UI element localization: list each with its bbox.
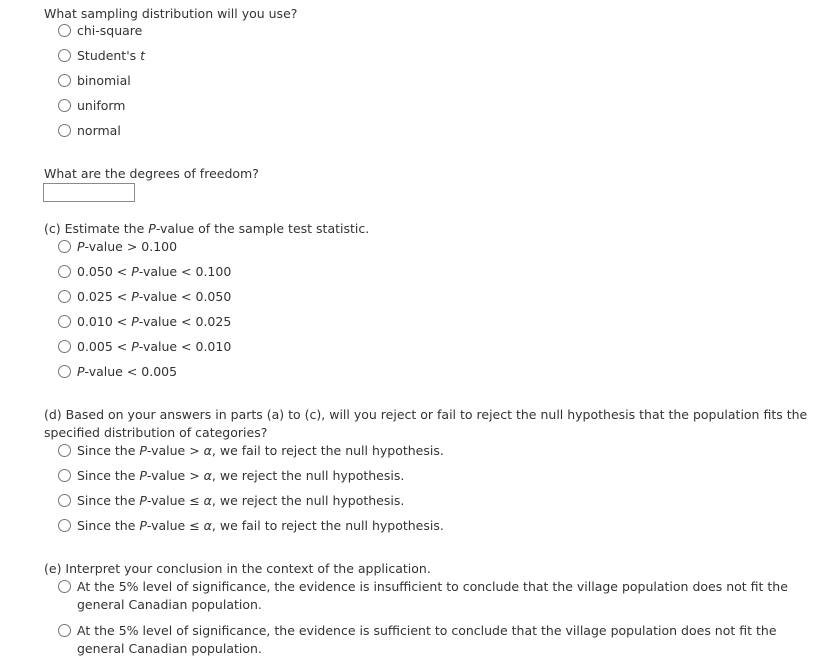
p-symbol: P xyxy=(131,339,139,354)
radio-button[interactable] xyxy=(58,469,71,482)
prompt-text: -value of the sample test statistic. xyxy=(155,221,370,236)
decision-question: (d) Based on your answers in parts (a) to (c), will you reject or fail to reject the null hypothesis that the population fits the specified distribution of categories? xyxy=(44,407,808,440)
radio-button[interactable] xyxy=(58,290,71,303)
p-symbol: P xyxy=(131,264,139,279)
option-label xyxy=(77,492,404,510)
alpha-symbol: α xyxy=(203,468,212,483)
option-text: -value > xyxy=(146,443,204,458)
p-symbol: P xyxy=(139,493,147,508)
option-label: uniform xyxy=(77,98,126,113)
p-symbol: P xyxy=(131,314,139,329)
p-value-question xyxy=(44,220,834,238)
radio-button[interactable] xyxy=(58,494,71,507)
option-text: -value < 0.050 xyxy=(138,289,232,304)
radio-button[interactable] xyxy=(58,265,71,278)
p-value-option[interactable] xyxy=(58,363,177,381)
option-label xyxy=(77,238,177,256)
decision-option[interactable] xyxy=(58,517,444,535)
option-label: At the 5% level of significance, the evidence is sufficient to conclude that the village population does not fit the general Canadian population. xyxy=(77,623,777,656)
alpha-symbol: α xyxy=(203,443,212,458)
prompt-text: (c) Estimate the xyxy=(44,221,149,236)
alpha-symbol: α xyxy=(203,493,212,508)
option-text: , we reject the null hypothesis. xyxy=(211,493,405,508)
option-text: 0.050 < xyxy=(77,264,132,279)
radio-button[interactable] xyxy=(58,99,71,112)
degrees-of-freedom-question: What are the degrees of freedom? xyxy=(44,166,259,181)
option-label xyxy=(77,47,145,65)
radio-button[interactable] xyxy=(58,49,71,62)
option-text: -value > 0.100 xyxy=(84,239,178,254)
radio-button[interactable] xyxy=(58,444,71,457)
option-text: -value < 0.025 xyxy=(138,314,232,329)
p-symbol: P xyxy=(77,364,85,379)
option-text: Since the xyxy=(77,493,140,508)
p-symbol: P xyxy=(139,468,147,483)
option-text: Student's xyxy=(77,48,141,63)
p-symbol: P xyxy=(77,239,85,254)
radio-button[interactable] xyxy=(58,315,71,328)
option-text: 0.025 < xyxy=(77,289,132,304)
radio-button[interactable] xyxy=(58,365,71,378)
p-value-option[interactable] xyxy=(58,313,231,331)
alpha-symbol: α xyxy=(203,518,212,533)
option-text: Since the xyxy=(77,518,140,533)
option-label xyxy=(77,288,231,306)
option-label xyxy=(77,467,404,485)
option-label xyxy=(77,313,231,331)
radio-button[interactable] xyxy=(58,240,71,253)
interpretation-option[interactable] xyxy=(58,622,797,658)
option-label xyxy=(77,363,177,381)
degrees-of-freedom-input[interactable] xyxy=(43,183,135,202)
option-text: -value ≤ xyxy=(146,518,204,533)
p-value-option[interactable] xyxy=(58,263,231,281)
option-label xyxy=(77,517,444,535)
option-text: , we reject the null hypothesis. xyxy=(211,468,405,483)
option-label: At the 5% level of significance, the evidence is insufficient to conclude that the village population does not fit the general Canadian population. xyxy=(77,579,788,612)
p-value-option[interactable] xyxy=(58,288,231,306)
interpretation-question: (e) Interpret your conclusion in the context of the application. xyxy=(44,561,431,576)
sampling-distribution-question: What sampling distribution will you use? xyxy=(44,6,298,21)
option-binomial[interactable] xyxy=(58,72,131,90)
p-symbol: P xyxy=(131,289,139,304)
option-text: , we fail to reject the null hypothesis. xyxy=(211,443,444,458)
option-text: Since the xyxy=(77,443,140,458)
option-text: -value < 0.100 xyxy=(138,264,232,279)
option-label xyxy=(77,442,444,460)
option-text: , we fail to reject the null hypothesis. xyxy=(211,518,444,533)
option-chi-square[interactable] xyxy=(58,22,142,40)
radio-button[interactable] xyxy=(58,340,71,353)
option-text: 0.010 < xyxy=(77,314,132,329)
p-value-option[interactable] xyxy=(58,238,177,256)
option-label xyxy=(77,338,231,356)
option-text: -value ≤ xyxy=(146,493,204,508)
option-label: normal xyxy=(77,123,121,138)
option-students-t[interactable] xyxy=(58,47,145,65)
radio-button[interactable] xyxy=(58,74,71,87)
option-label: chi-square xyxy=(77,23,143,38)
decision-option[interactable] xyxy=(58,467,404,485)
p-symbol: P xyxy=(148,221,156,236)
option-label xyxy=(77,263,231,281)
p-symbol: P xyxy=(139,518,147,533)
p-value-option[interactable] xyxy=(58,338,231,356)
t-symbol: t xyxy=(140,48,146,63)
option-text: -value > xyxy=(146,468,204,483)
radio-button[interactable] xyxy=(58,519,71,532)
decision-option[interactable] xyxy=(58,492,404,510)
option-text: Since the xyxy=(77,468,140,483)
option-uniform[interactable] xyxy=(58,97,125,115)
option-normal[interactable] xyxy=(58,122,121,140)
interpretation-option[interactable] xyxy=(58,578,797,614)
option-label: binomial xyxy=(77,73,131,88)
radio-button[interactable] xyxy=(58,24,71,37)
option-text: -value < 0.010 xyxy=(138,339,232,354)
decision-option[interactable] xyxy=(58,442,444,460)
radio-button[interactable] xyxy=(58,580,71,593)
radio-button[interactable] xyxy=(58,124,71,137)
option-text: -value < 0.005 xyxy=(84,364,178,379)
p-symbol: P xyxy=(139,443,147,458)
option-text: 0.005 < xyxy=(77,339,132,354)
radio-button[interactable] xyxy=(58,624,71,637)
